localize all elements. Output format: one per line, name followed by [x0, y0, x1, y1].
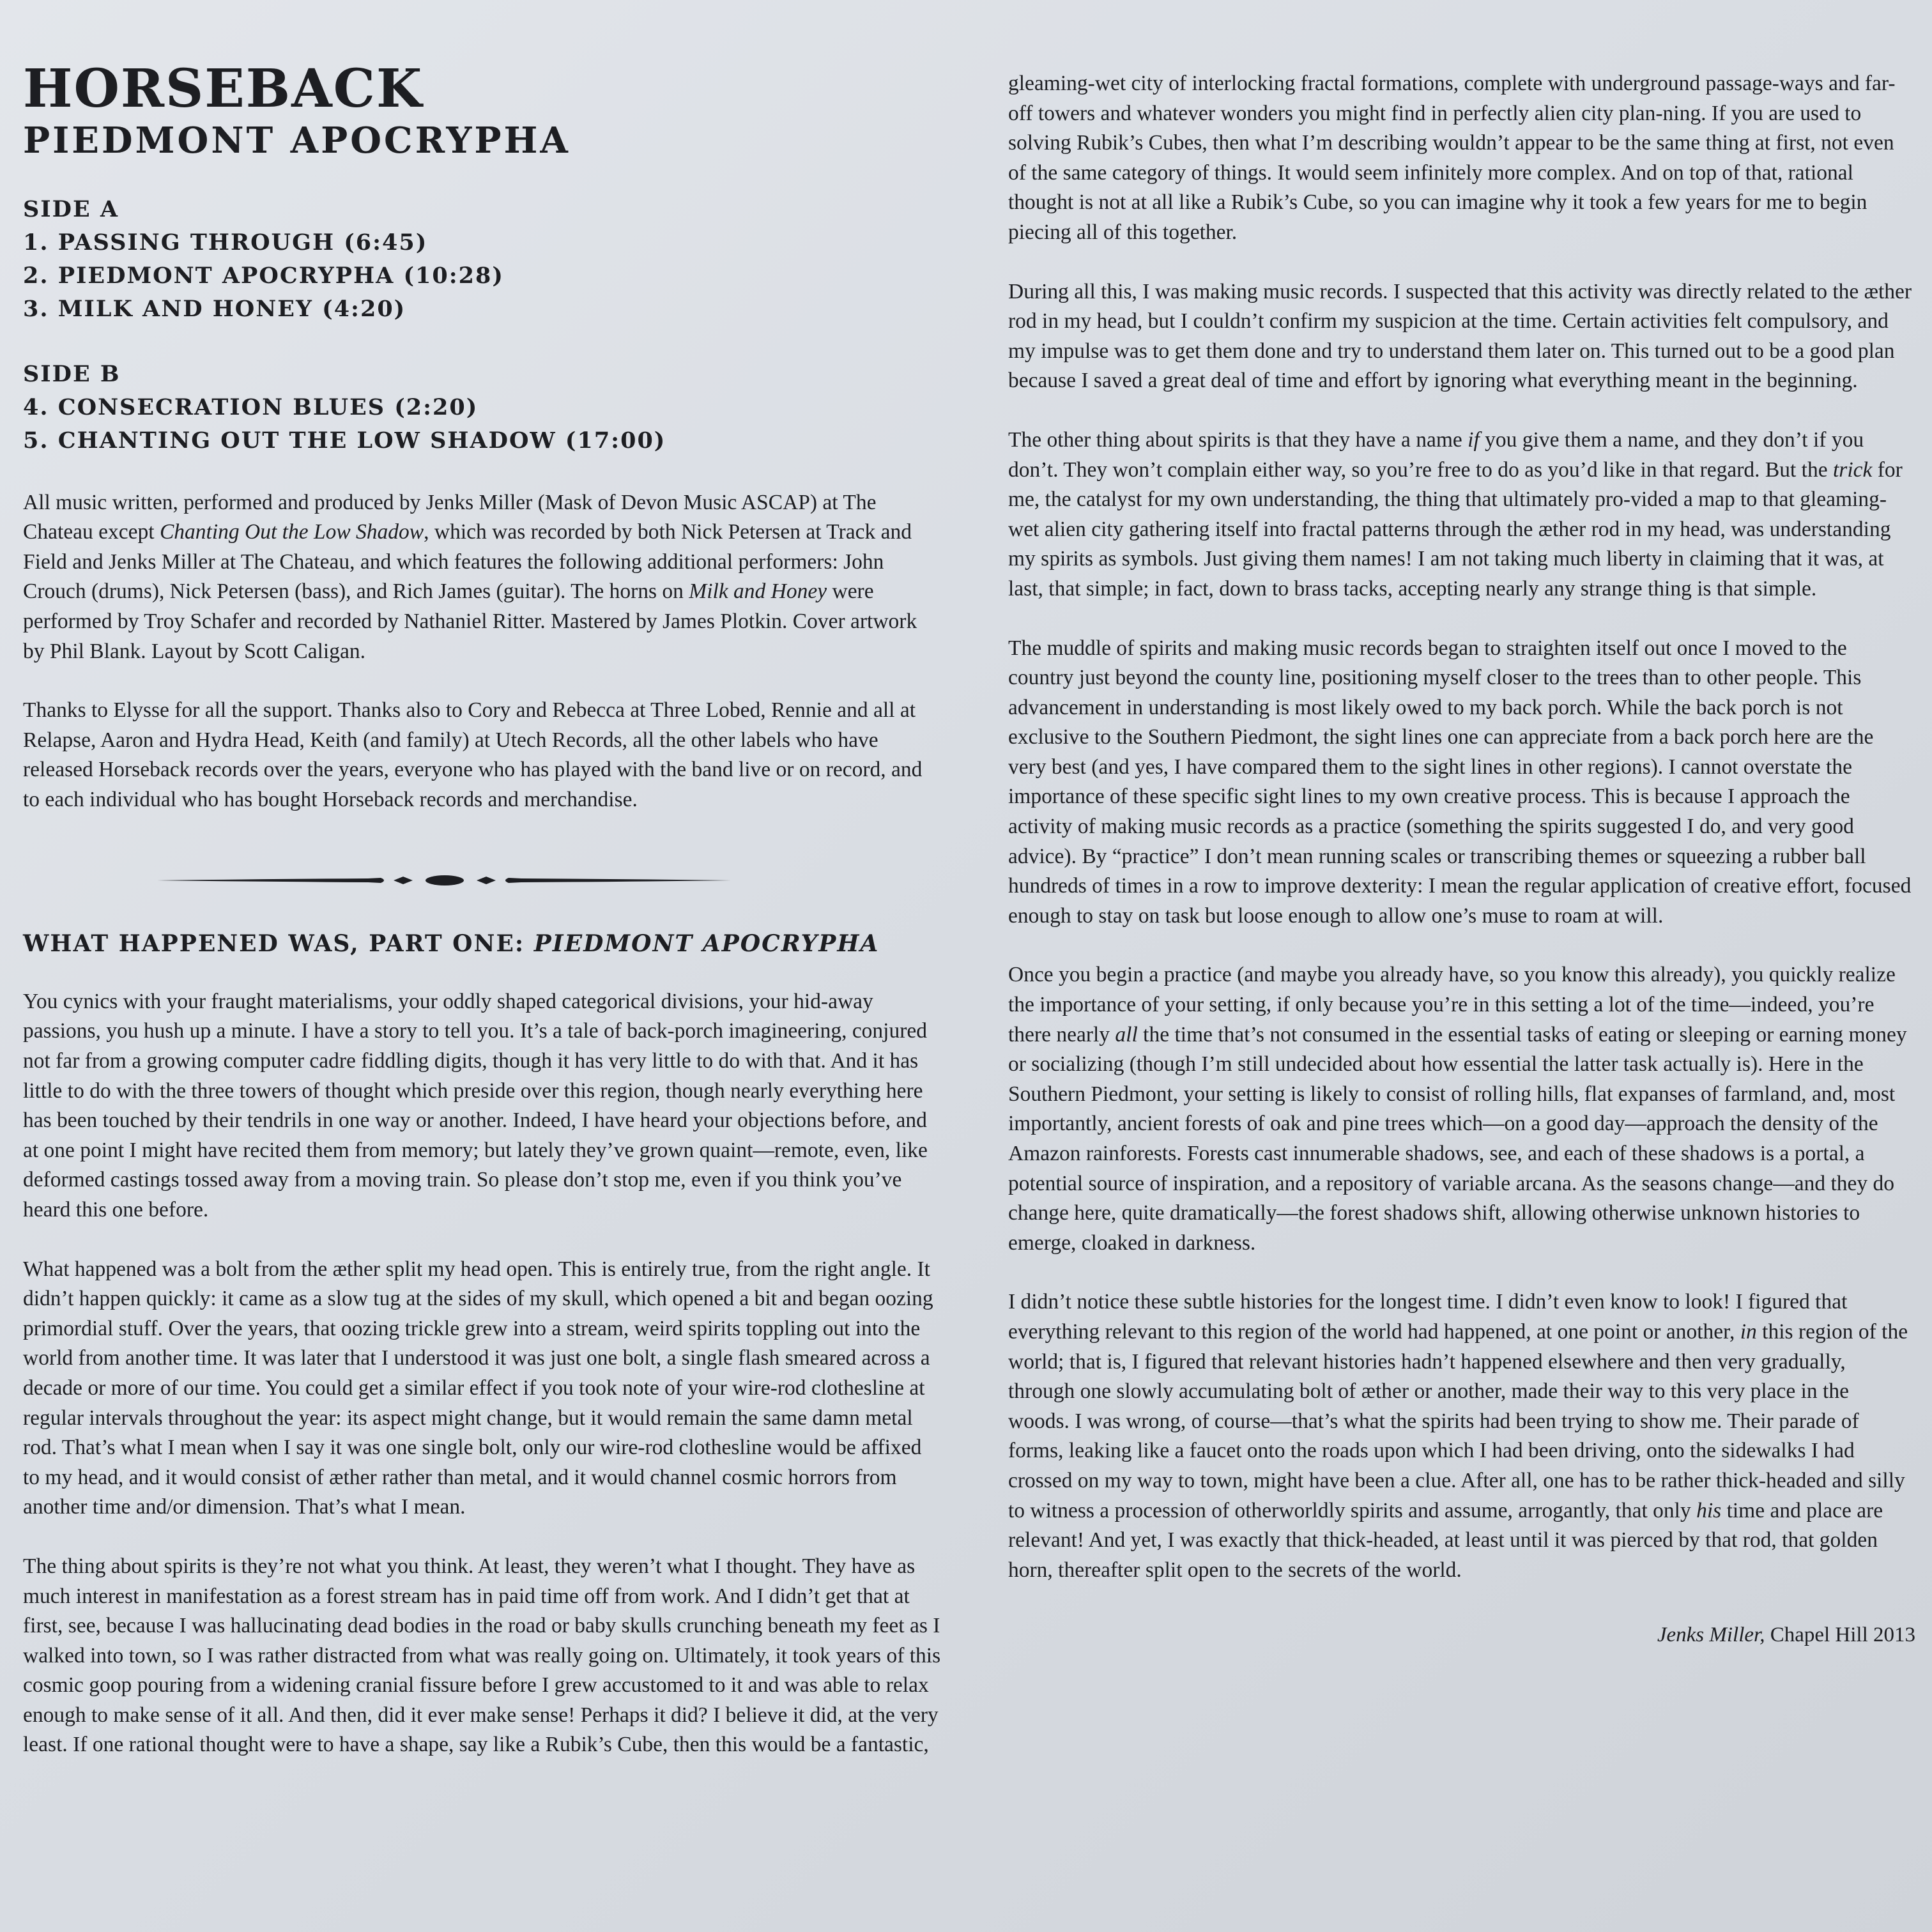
essay-heading-prefix: WHAT HAPPENED WAS, PART ONE:	[23, 930, 534, 957]
essay-paragraph	[1008, 960, 1915, 1258]
credits-title-italic: Milk and Honey	[689, 579, 827, 604]
essay-heading-title: PIEDMONT APOCRYPHA	[533, 930, 880, 957]
credits-text: , which was recorded by both Nick Petersen at Track and Field and Jenks Miller at The Chateau, and which features the following additional performers: John Crouch (drums), Nick Petersen (bass), and Rich James (guitar). The horns on	[23, 520, 912, 604]
essay-italic: trick	[1832, 457, 1873, 482]
essay-text: I didn’t notice these subtle histories for the longest time. I didn’t even know to look! I figured that everything relevant to this region of the world had happened, at one point or another,	[1008, 1290, 1848, 1344]
essay-paragraph	[1008, 1287, 1915, 1585]
essay-paragraph: The muddle of spirits and making music records began to straighten itself out once I moved to the country just beyond the county line, positioning myself closer to the trees than to other people. This advancement in understanding is most likely owed to my back porch. While the back porch is not exclusive to the Southern Piedmont, the sight lines one can appreciate from a back porch here are the very best (and yes, I have compared them to the sight lines in other regions). I cannot overstate the importance of these specific sight lines to my own creative process. This is because I approach the activity of making music records as a practice (something the spirits suggested I do, and very good advice). By “practice” I don’t mean running scales or transcribing themes or squeezing a rubber ball hundreds of times in a row to improve dexterity: I mean the regular application of creative effort, focused enough to stay on task but loose enough to allow one’s muse to roam at will.	[1008, 636, 1912, 928]
signature-place: Chapel Hill 2013	[1765, 1623, 1915, 1647]
essay-italic: if	[1468, 427, 1480, 452]
credits-text: were performed by Troy Schafer and recorded by Nathaniel Ritter. Mastered by James Plotkin. Cover artwork by Phil Blank. Layout by Scott Caligan.	[23, 579, 917, 663]
essay-paragraph: You cynics with your fraught materialisms, your oddly shaped categorical divisions, your hid-away passions, you hush up a minute. I have a story to tell you. It’s a tale of back-porch imagineering, conjured not far from a growing computer cadre fiddling digits, though it has very little to do with that. And it has little to do with the three towers of thought which preside over this region, though nearly everything here has been touched by their tendrils in one way or another. Indeed, I have heard your objections before, and at one point I might have recited them from memory; but lately they’ve grown quaint—remote, even, like deformed castings tossed away from a moving train. So please don’t stop me, even if you think you’ve heard this one before.	[23, 989, 928, 1222]
left-column	[23, 58, 943, 1760]
signature	[1008, 1623, 1915, 1647]
essay-paragraph	[1008, 425, 1915, 604]
essay-paragraph: During all this, I was making music records. I suspected that this activity was directly related to the æther rod in my head, but I couldn’t confirm my suspicion at the time. Certain activities felt compulsory, and my impulse was to get them done and try to understand them later on. This turned out to be a good plan because I saved a great deal of time and effort by ignoring what everything meant in the beginning.	[1008, 279, 1912, 393]
credits-paragraph	[23, 488, 943, 667]
essay-italic: all	[1115, 1022, 1138, 1046]
credits-title-italic: Chanting Out the Low Shadow	[159, 520, 424, 544]
essay-text: Once you begin a practice (and maybe you already have, so you know this already), you quickly realize the importance of your setting, if only because you’re in this setting a lot of the time—indeed, you’re there nearly	[1008, 963, 1896, 1046]
track-4: 4. CONSECRATION BLUES (2:20)	[23, 394, 479, 420]
essay-text: for me, the catalyst for my own understanding, the thing that ultimately pro-vided a map to that gleaming-wet alien city gathering itself into fractal patterns through the æther rod in my head, was understanding my spirits as symbols. Just giving them names! I am not taking much liberty in claiming that it was, at last, that simple; in fact, down to brass tacks, accepting nearly any strange thing is that simple.	[1008, 457, 1903, 601]
signature-name: Jenks Miller,	[1657, 1623, 1765, 1647]
essay-paragraph: What happened was a bolt from the æther split my head open. This is entirely true, from the right angle. It didn’t happen quickly: it came as a slow tug at the sides of my skull, which opened a bit and began oozing primordial stuff. Over the years, that oozing trickle grew into a stream, weird spirits toppling out into the world from another time. It was later that I understood it was just one bolt, a single flash smeared across a decade or more of our time. You could get a similar effect if you took note of your wire-rod clothesline at regular intervals throughout the year: its aspect might change, but it would remain the same damn metal rod. That’s what I mean when I say it was one single bolt, only our wire-rod clothesline would be affixed to my head, and it would consist of æther rather than metal, and it would channel cosmic horrors from another time and/or dimension. That’s what I mean.	[23, 1257, 933, 1519]
essay-heading	[23, 930, 943, 958]
track-1: 1. PASSING THROUGH (6:45)	[23, 229, 428, 256]
essay-italic: his	[1696, 1498, 1722, 1522]
album-title: PIEDMONT APOCRYPHA	[23, 119, 571, 162]
essay-paragraph: gleaming-wet city of interlocking fractal formations, complete with underground passage-ways and far-off towers and whatever wonders you might find in perfectly alien city plan-ning. If you are used to solving Rubik’s Cubes, then what I’m describing wouldn’t appear to be the same thing at first, not even of the same category of things. It would seem infinitely more complex. And on top of that, rational thought is not at all like a Rubik’s Cube, so you can imagine why it took a few years for me to begin piecing all of this together.	[1008, 72, 1896, 244]
thanks-paragraph: Thanks to Elysse for all the support. Thanks also to Cory and Rebecca at Three Lobed, Rennie and all at Relapse, Aaron and Hydra Head, Keith (and family) at Utech Records, all the other labels who have released Horseback records over the years, everyone who has played with the band live or on record, and to each individual who has bought Horseback records and merchandise.	[23, 698, 923, 812]
track-5: 5. CHANTING OUT THE LOW SHADOW (17:00)	[23, 427, 666, 454]
essay-text: time and place are relevant! And yet, I was exactly that thick-headed, at least until it was pierced by that rod, that golden horn, thereafter split open to the secrets of the world.	[1008, 1498, 1883, 1582]
credits-text: All music written, performed and produced by Jenks Miller (Mask of Devon Music ASCAP) at The Chateau except	[23, 490, 877, 544]
side-b-label: SIDE B	[23, 360, 121, 387]
essay-text: this region of the world; that is, I figured that relevant histories hadn’t happened elsewhere and then very gradually, through one slowly accumulating bolt of æther or another, made their way to this very place in the woods. I was wrong, of course—that’s what the spirits had been trying to show me. Their parade of forms, leaking like a faucet onto the roads upon which I had been driving, onto the sidewalks I had crossed on my way to town, might have been a clue. After all, one has to be rather thick-headed and silly to witness a procession of otherworldly spirits and assume, arrogantly, that only	[1008, 1319, 1908, 1522]
tracklist-side-a	[23, 193, 943, 326]
side-a-label: SIDE A	[23, 195, 119, 222]
essay-text: The other thing about spirits is that they have a name	[1008, 427, 1468, 452]
essay-italic: in	[1740, 1319, 1757, 1344]
track-3: 3. MILK AND HONEY (4:20)	[23, 295, 406, 322]
essay-text: the time that’s not consumed in the essential tasks of eating or sleeping or earning money or socializing (though I’m still undecided about how essential the latter task actually is). Here in the Southern Piedmont, your setting is likely to consist of rolling hills, flat expanses of farmland, and, most importantly, ancient forests of oak and pine trees which—on a good day—approach the density of the Amazon rainforests. Forests cast innumerable shadows, see, and each of these shadows is a portal, a potential source of inspiration, and a repository of variable arcana. As the seasons change—and they do change here, quite dramatically—the forest shadows shift, allowing otherwise unknown histories to emerge, cloaked in darkness.	[1008, 1022, 1907, 1255]
ornamental-divider	[157, 868, 732, 893]
essay-paragraph: The thing about spirits is they’re not what you think. At least, they weren’t what I thought. They have as much interest in manifestation as a forest stream has in paid time off from work. And I didn’t get that at first, see, because I was hallucinating dead bodies in the road or baby skulls crunching beneath my feet as I walked into town, so I was rather distracted from what was really going on. Ultimately, it took years of this cosmic goop pouring from a widening cranial fissure before I grew accustomed to it and was able to relax enough to make sense of it all. And then, did it ever make sense! Perhaps it did? I believe it did, at the very least. If one rational thought were to have a shape, say like a Rubik’s Cube, then this would be a fantastic,	[23, 1554, 941, 1757]
track-2: 2. PIEDMONT APOCRYPHA (10:28)	[23, 262, 504, 289]
right-column	[1008, 69, 1915, 1647]
tracklist-side-b	[23, 358, 943, 457]
band-name: HORSEBACK	[23, 58, 424, 119]
essay-text: you give them a name, and they don’t if you don’t. They won’t complain either way, so you’re free to do as you’d like in that regard. But the	[1008, 427, 1864, 482]
